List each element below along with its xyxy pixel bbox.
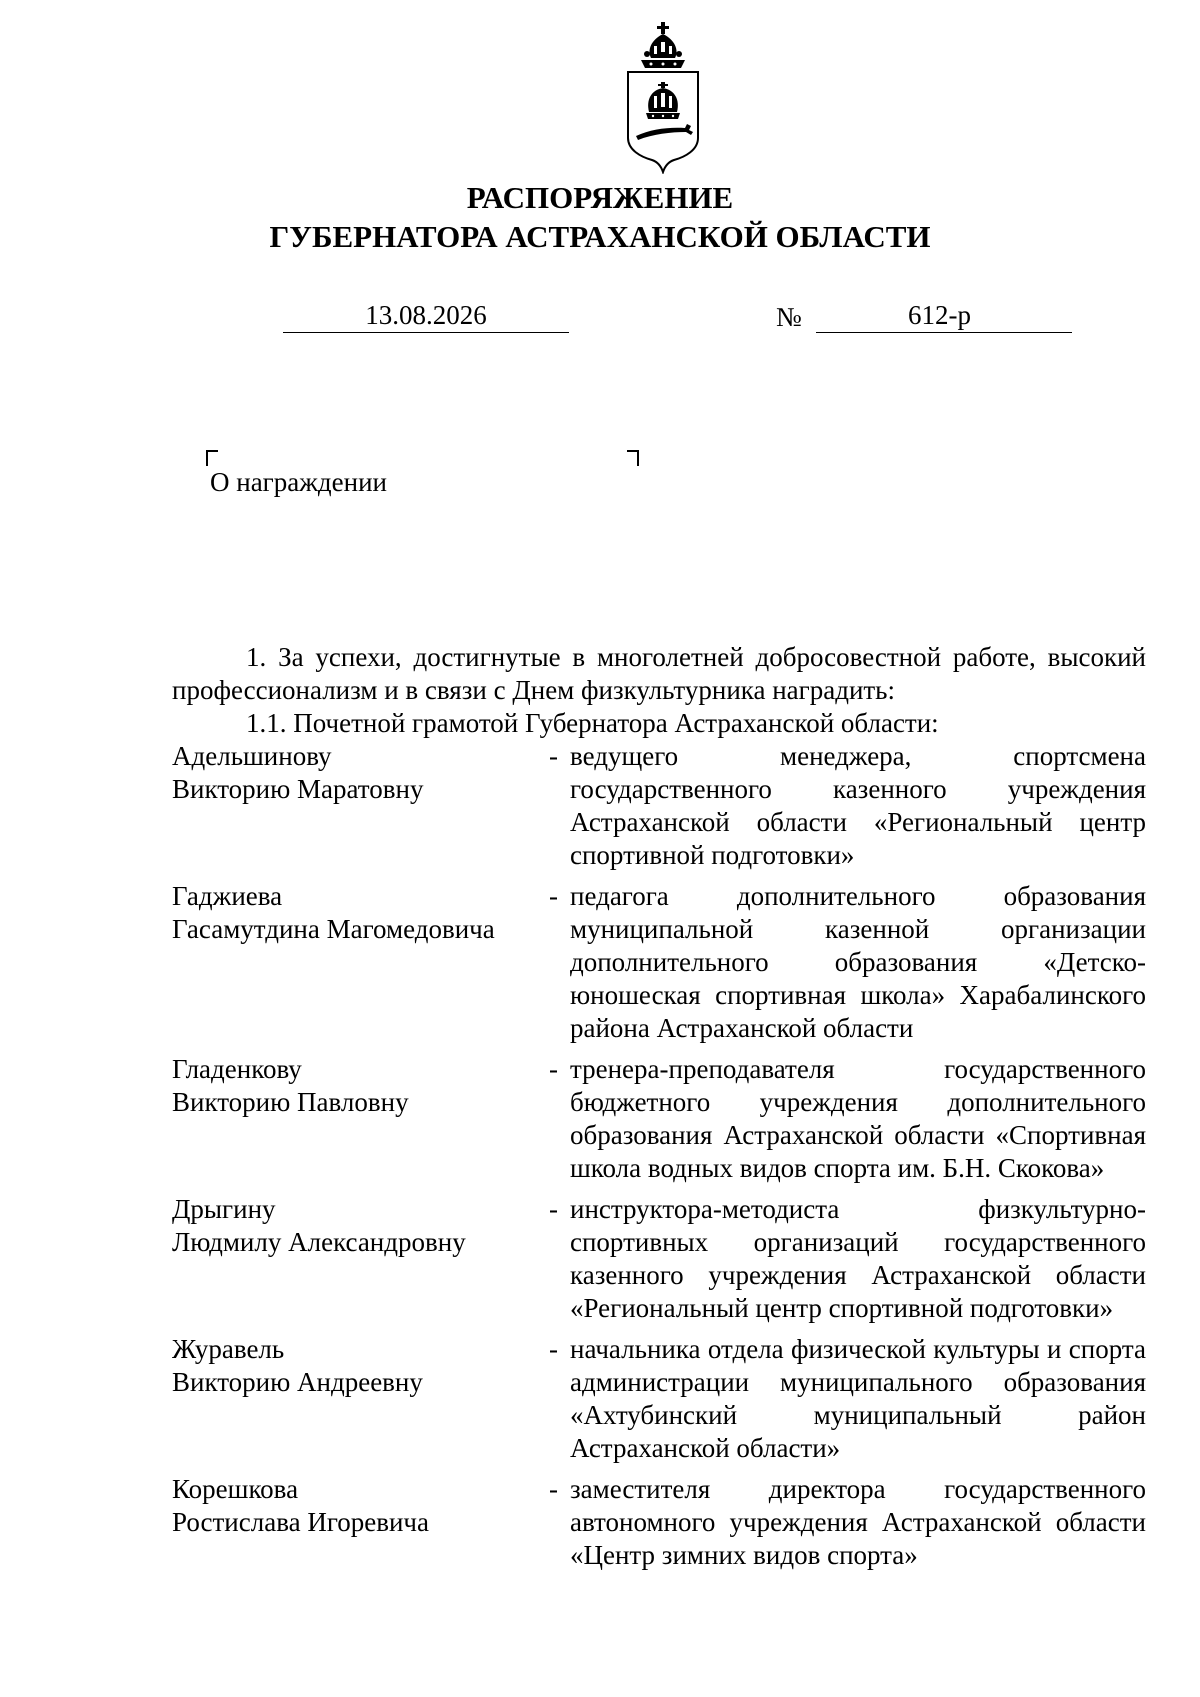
paragraph-1-1: 1.1. Почетной грамотой Губернатора Астраханской области: [246,708,939,738]
awardee-name [172,880,537,1045]
awardee-row [172,1473,1146,1572]
coat-of-arms-emblem [621,20,705,174]
awardee-row [172,740,1146,872]
awardee-position: педагога дополнительного образования муниципальной казенной организации дополнительного образования «Детско-юношеская спортивная школа» Харабалинского района Астраханской области [570,881,1146,1043]
awardee-surname: Гаджиева [172,881,283,911]
number-sign: № [776,302,802,332]
right-corner-mark [627,450,639,466]
document-title: РАСПОРЯЖЕНИЕ [466,180,734,215]
awardee-row [172,1333,1146,1465]
awardee-row [172,1193,1146,1325]
dash-separator: - [549,741,558,771]
awardee-name [172,1333,537,1465]
awardee-given-names: Гасамутдина Магомедовича [172,914,495,944]
awardee-row [172,880,1146,1045]
awardee-name [172,740,537,872]
awardee-given-names: Викторию Павловну [172,1087,409,1117]
awardee-position: тренера-преподавателя государственного бюджетного учреждения дополнительного образования Астраханской области «Спортивная школа водных видов спорта им. Б.Н. Скокова» [570,1054,1146,1183]
document-issuer: ГУБЕРНАТОРА АСТРАХАНСКОЙ ОБЛАСТИ [269,219,931,254]
left-corner-mark [206,450,218,466]
awardee-given-names: Ростислава Игоревича [172,1507,429,1537]
awardee-surname: Журавель [172,1334,285,1364]
dash-separator: - [549,881,558,911]
awardee-surname: Адельшинову [172,741,332,771]
awardee-given-names: Людмилу Александровну [172,1227,466,1257]
dash-separator: - [549,1194,558,1224]
awardees-list [172,740,1146,1572]
awardee-position: начальника отдела физической культуры и спорта администрации муниципального образования «Ахтубинский муниципальный район Астраханской области» [570,1334,1146,1463]
paragraph-1: 1. За успехи, достигнутые в многолетней добросовестной работе, высокий профессионализм и в связи с Днем физкультурника наградить: [172,642,1146,705]
awardee-name [172,1053,537,1185]
awardee-name [172,1193,537,1325]
document-number-field [816,298,1072,333]
awardee-position: инструктора-методиста физкультурно-спортивных организаций государственного казенного учреждения Астраханской области «Региональный центр спортивной подготовки» [570,1194,1146,1323]
document-number: 612-р [908,300,971,330]
awardee-given-names: Викторию Маратовну [172,774,424,804]
awardee-position: заместителя директора государственного автономного учреждения Астраханской области «Центр зимних видов спорта» [570,1474,1146,1570]
awardee-surname: Дрыгину [172,1194,276,1224]
awardee-given-names: Викторию Андреевну [172,1367,423,1397]
awardee-position: ведущего менеджера, спортсмена государственного казенного учреждения Астраханской области «Региональный центр спортивной подготовки» [570,741,1146,870]
awardee-surname: Корешкова [172,1474,299,1504]
dash-separator: - [549,1334,558,1364]
dash-separator: - [549,1474,558,1504]
awardee-surname: Гладенкову [172,1054,302,1084]
document-subject: О награждении [210,467,387,497]
dash-separator: - [549,1054,558,1084]
awardee-name [172,1473,537,1572]
awardee-row [172,1053,1146,1185]
document-date: 13.08.2026 [283,298,569,333]
